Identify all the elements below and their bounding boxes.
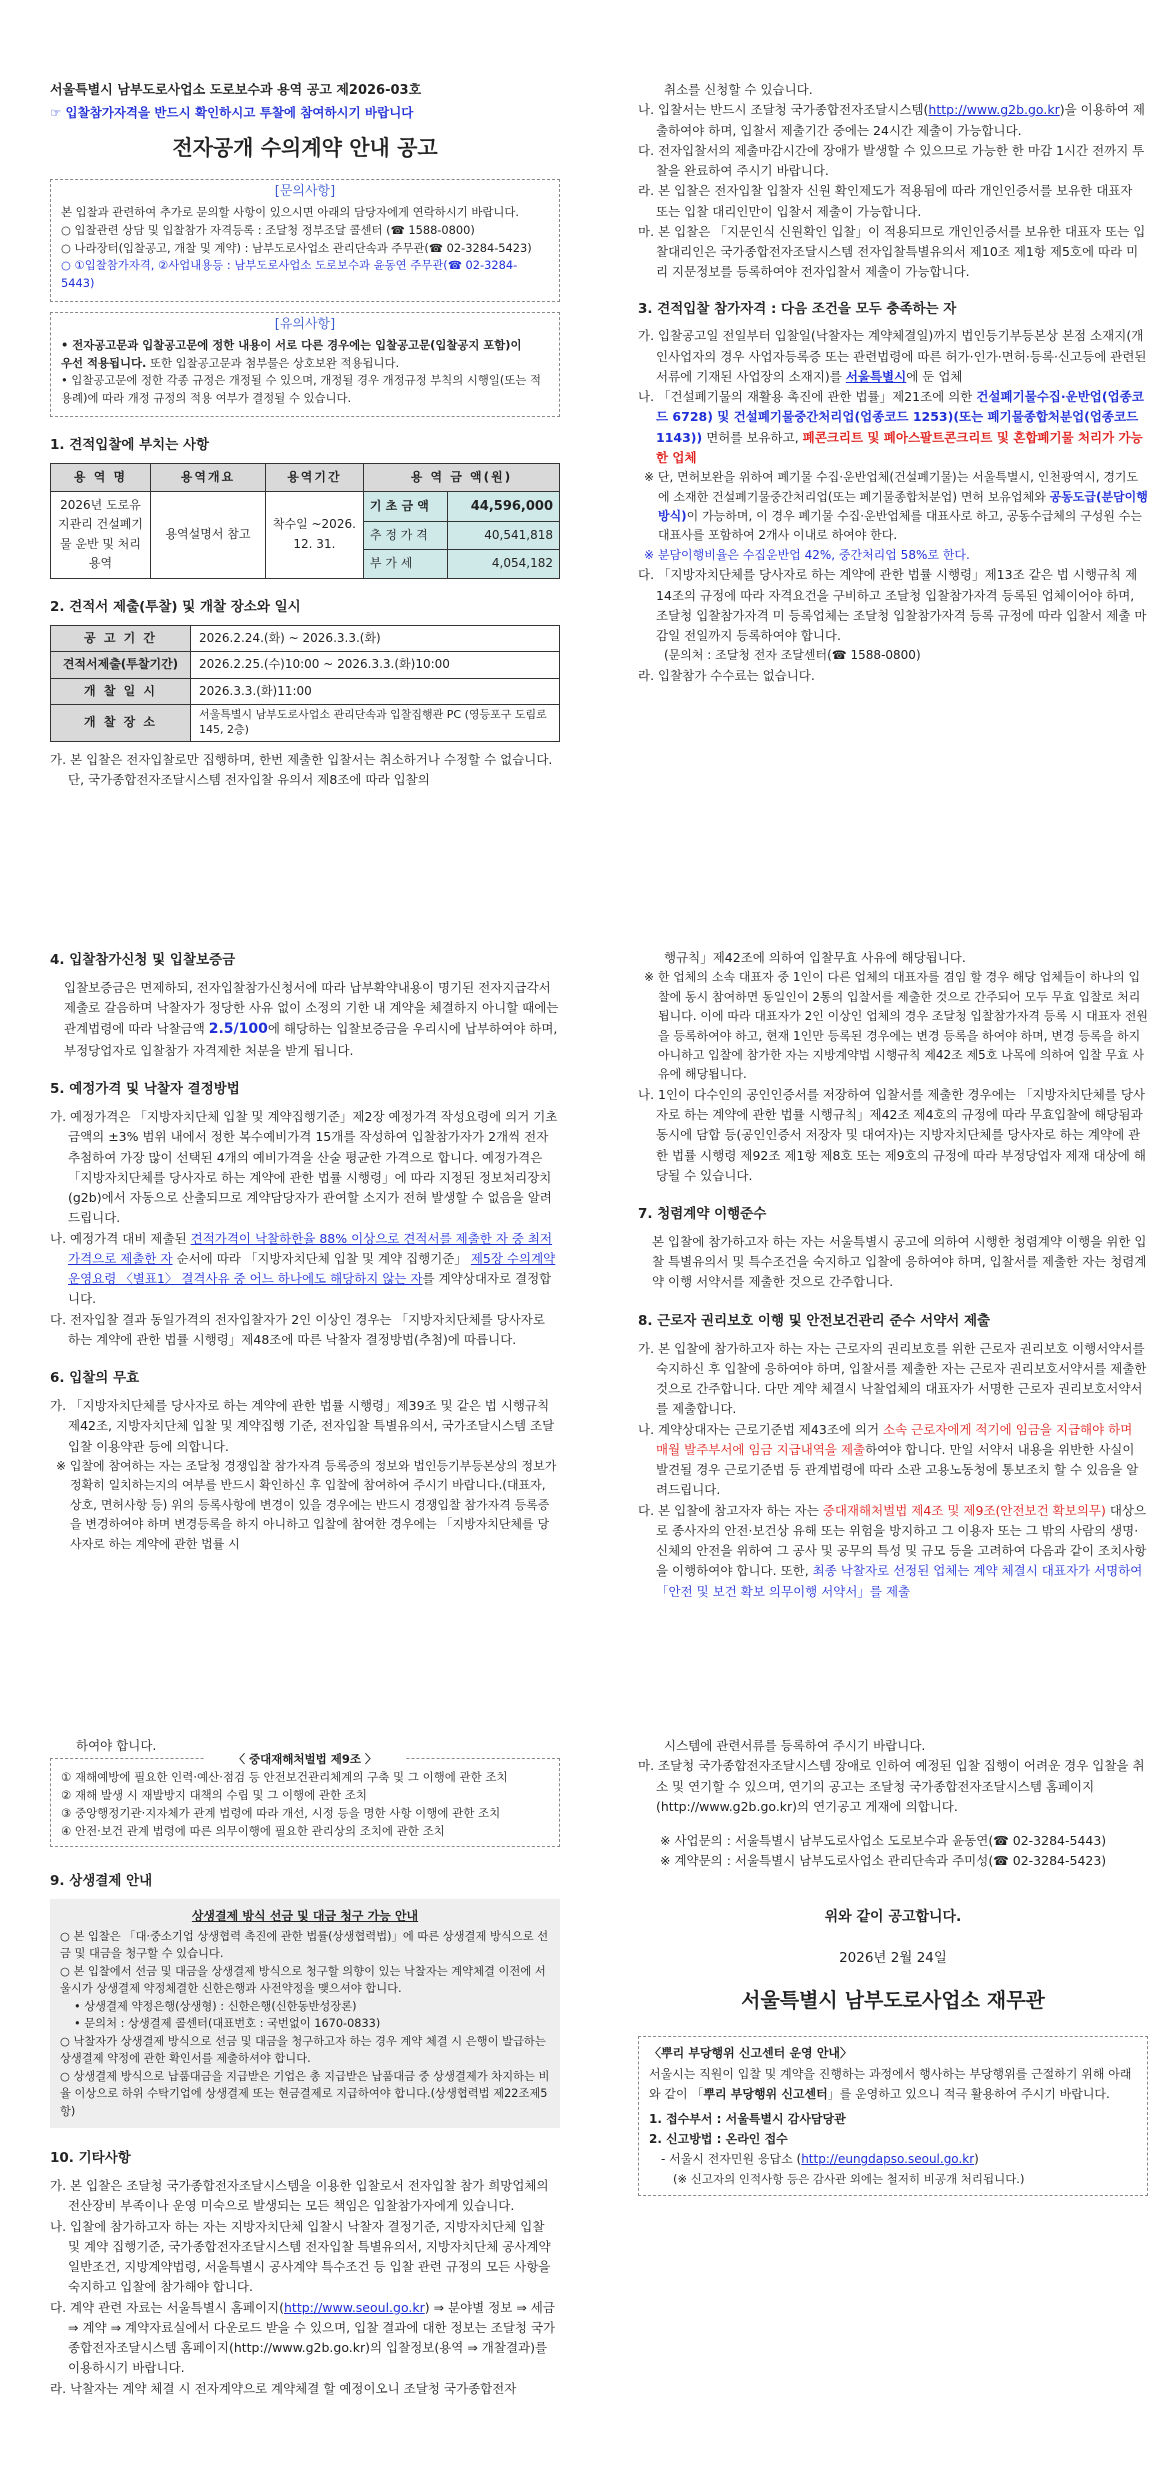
section-3-title: 3. 견적입찰 참가자격 : 다음 조건을 모두 충족하는 자 bbox=[638, 300, 957, 317]
law-item: ④ 안전·보건 관계 법령에 따른 의무이행에 필요한 관리상의 조치에 관한 조치 bbox=[61, 1823, 445, 1838]
g2b-link[interactable]: http://www.g2b.go.kr bbox=[928, 102, 1060, 118]
amount-label: 부 가 세 bbox=[363, 550, 447, 578]
paragraph: 마. 본 입찰은 「지문인식 신원확인 입찰」이 적용되므로 개인인증서를 보유한 대표자 또는 입찰대리인은 국가종합전자조달시스템 전자입찰특별유의서 제10조 제1항 제5호에 따라 미리 지문정보를 등록하여야 전자입찰서 제출이 가능합니다. bbox=[638, 223, 1146, 280]
warning-line: ☞ 입찰참가자격을 반드시 확인하시고 투찰에 참여하시기 바랍니다 bbox=[50, 105, 414, 121]
law-box bbox=[50, 1752, 560, 1847]
service-desc: 용역설명서 참고 bbox=[151, 491, 266, 578]
paragraph: 가. 「지방자치단체를 당사자로 하는 계약에 관한 법률 시행령」제39조 및 같은 법 시행규칙 제42조, 지방자치단체 입찰 및 계약집행 기준, 전자입찰 특별유의서, 국가조달시스템 조달입찰 이용약관 등에 의합니다. bbox=[50, 1398, 555, 1454]
page3-left-column bbox=[50, 1736, 560, 2399]
paragraph: 다. 전자입찰서의 제출마감시간에 장애가 발생할 수 있으므로 가능한 한 마감 1시간 전까지 투찰을 완료하여 주시기 바랍니다. bbox=[638, 142, 1145, 178]
service-name: 2026년 도로유지관리 건설폐기물 운반 및 처리용역 bbox=[51, 491, 151, 578]
paragraph: 다. 계약 관련 자료는 서울특별시 홈페이지(http://www.seoul.go.kr) ⇒ 분야별 정보 ⇒ 세금 ⇒ 계약 ⇒ 계약자료실에서 다운로드 받을 수 있으며, 입찰 결과에 대한 정보는 조달청 국가종합전자조달시스템 홈페이지(http://www.g2b.go.kr)의 입찰정보(용역 ⇒ 개찰결과)를 이용하시기 바랍니다. bbox=[50, 2299, 556, 2376]
paragraph: 나. 1인이 다수인의 공인인증서를 저장하여 입찰서를 제출한 경우에는 「지방자치단체를 당사자로 하는 계약에 관한 법률 시행규칙」제42조 제4호의 규정에 따라 무효입찰에 해당됨과 동시에 담합 등(공인인증서 저장자 및 대여자)는 지방자치단체를 당사자로 하는 계약에 관한 법률 시행령 제92조 제1항 제8호 또는 제9호의 규정에 따라 부정당업자 제재 대상에 해당될 수 있습니다. bbox=[638, 1086, 1146, 1183]
law-item: ① 재해예방에 필요한 인력·예산·점검 등 안전보건관리체계의 구축 및 그 이행에 관한 조치 bbox=[61, 1770, 508, 1785]
inquiry-line: ○ ①입찰참가자격, ②사업내용등 : 남부도로사업소 도로보수과 윤동연 주무관(☎ 02-3284-5443) bbox=[61, 258, 518, 291]
section-10-title: 10. 기타사항 bbox=[50, 2150, 131, 2167]
law-item: ② 재해 발생 시 재발방지 대책의 수립 및 그 이행에 관한 조치 bbox=[61, 1787, 368, 1802]
section-8-title: 8. 근로자 권리보호 이행 및 안전보건관리 준수 서약서 제출 bbox=[638, 1312, 991, 1329]
complaint-item: 2. 신고방법 : 온라인 접수 bbox=[649, 2131, 788, 2146]
eungdapso-link[interactable]: http://eungdapso.seoul.go.kr bbox=[801, 2152, 975, 2167]
section-9-title: 9. 상생결제 안내 bbox=[50, 1873, 153, 1890]
page1-right-column bbox=[638, 80, 1148, 686]
paragraph: 가. 예정가격은 「지방자치단체 입찰 및 계약집행기준」제2장 예정가격 작성요령에 의거 기초금액의 ±3% 범위 내에서 정한 복수예비가격 15개를 작성하여 입찰참가자가 2개씩 전자 추첨하여 가장 많이 선택된 4개의 예비가격을 산술 평균한 가격으로 합니다. 예정가격은 「지방자치단체를 당사자로 하는 계약에 관한 법률 시행령」에 따라 지정된 정보처리장치(g2b)에서 자동으로 산출되므로 계약담당자가 관여할 소지가 전혀 발생할 수 없음을 알려드립니다. bbox=[50, 1109, 558, 1226]
paragraph: 가. 본 입찰은 조달청 국가종합전자조달시스템을 이용한 입찰로서 전자입찰 참가 희망업체의 전산장비 부족이나 운영 미숙으로 발생되는 모든 책임은 입찰참가자에게 있습니다. bbox=[50, 2178, 549, 2214]
payment-item: ○ 본 입찰은 「대·중소기업 상생협력 촉진에 관한 법률(상생협력법)」에 따른 상생결제 방식으로 선금 및 대금을 청구할 수 있습니다. bbox=[60, 1929, 549, 1961]
service-table bbox=[50, 463, 560, 579]
inquiry-box bbox=[50, 179, 560, 302]
col-header: 용 역 금 액(원) bbox=[363, 463, 559, 491]
paragraph: 가. 본 입찰은 전자입찰로만 집행하며, 한번 제출한 입찰서는 취소하거나 수정할 수 없습니다. 단, 국가종합전자조달시스템 전자입찰 유의서 제8조에 따라 입찰의 bbox=[50, 751, 553, 787]
col-header: 용역기간 bbox=[265, 463, 363, 491]
paragraph: 가. 본 입찰에 참가하고자 하는 자는 근로자의 권리보호를 위한 근로자 권리보호 이행서약서를 숙지하신 후 입찰에 응하여야 하며, 입찰서를 제출한 자는 근로자 권리보호서약서를 제출한 것으로 간주합니다. 다만 계약 체결시 낙찰업체의 대표자가 서명한 근로자 권리보호서약서를 제출합니다. bbox=[638, 1340, 1147, 1417]
complaint-center-box bbox=[638, 2036, 1148, 2196]
schedule-value: 서울특별시 남부도로사업소 관리단속과 입찰집행관 PC (영등포구 도림로 145, 2층) bbox=[191, 705, 560, 742]
signer: 서울특별시 남부도로사업소 재무관 bbox=[741, 1988, 1045, 2013]
col-header: 용역개요 bbox=[151, 463, 266, 491]
page-1 bbox=[0, 0, 1168, 826]
caution-text: 우선 적용됩니다. bbox=[61, 355, 147, 370]
payment-subitem: • 문의처 : 상생결제 콜센터(대표번호 : 국번없이 1670-0833) bbox=[74, 2017, 381, 2031]
schedule-table bbox=[50, 625, 560, 742]
schedule-key: 공 고 기 간 bbox=[51, 625, 191, 651]
paragraph: 시스템에 관련서류를 등록하여 주시기 바랍니다. bbox=[664, 1738, 926, 1753]
amount-label: 기 초 금 액 bbox=[363, 491, 447, 521]
payment-box bbox=[50, 1899, 560, 2128]
section-5-title: 5. 예정가격 및 낙찰자 결정방법 bbox=[50, 1081, 240, 1098]
schedule-key: 개 찰 일 시 bbox=[51, 678, 191, 704]
paragraph: 다. 본 입찰에 참고자자 하는 자는 중대재해처벌법 제4조 및 제9조(안전보건 확보의무) 대상으로 종사자의 안전·보건상 유해 또는 위험을 방지하고 그 이용자 또는 그 밖의 사람의 생명·신체의 안전을 위하여 그 공사 및 공무의 특성 및 규모 등을 고려하여 다음과 같이 조치사항을 이행하여야 합니다. 또한, 최종 낙찰자로 선정된 업체는 계약 체결시 대표자가 서명하여 「안전 및 보건 확보 의무이행 서약서」를 제출 bbox=[638, 1502, 1147, 1599]
section-4-title: 4. 입찰참가신청 및 입찰보증금 bbox=[50, 952, 236, 968]
schedule-key: 개 찰 장 소 bbox=[51, 705, 191, 742]
paragraph: 행규칙」제42조에 의하여 입찰무효 사유에 해당됩니다. bbox=[664, 950, 966, 965]
paragraph: 나. 계약상대자는 근로기준법 제43조에 의거 소속 근로자에게 적기에 임금을 지급해야 하며 매월 발주부서에 임금 지급내역을 제출하여야 합니다. 만일 서약서 내용을 위반한 사실이 발견될 경우 근로기준법 등 관계법령에 따라 소관 고용노동청에 통보조치 할 수 있음을 알려드립니다. bbox=[638, 1421, 1139, 1498]
paragraph: 마. 조달청 국가종합전자조달시스템 장애로 인하여 예정된 입찰 집행이 어려운 경우 입찰을 취소 및 연기할 수 있으며, 연기의 공고는 조달청 국가종합전자조달시스템 홈페이지(http://www.g2b.go.kr)의 연기공고 게재에 의합니다. bbox=[638, 1758, 1145, 1814]
contact-line: ※ 사업문의 : 서울특별시 남부도로사업소 도로보수과 윤동연(☎ 02-3284-5443) bbox=[660, 1833, 1107, 1848]
inquiry-note: (문의처 : 조달청 전자 조달센터(☎ 1588-0800) bbox=[664, 648, 921, 663]
paragraph: 입찰보증금은 면제하되, 전자입찰참가신청서에 따라 납부확약내용이 명기된 전자지급각서 제출로 갈음하며 낙찰자가 정당한 사유 없이 소정의 기한 내 계약을 체결하지 아니할 때에는 관계법령에 따라 낙찰금액 2.5/100에 해당하는 입찰보증금을 우리시에 납부하여야 하며, 부정당업자로 입찰참가 자격제한 처분을 받게 됩니다. bbox=[64, 979, 559, 1059]
paragraph: 나. 입찰에 참가하고자 하는 자는 지방자치단체 입찰시 낙찰자 결정기준, 지방자치단체 입찰 및 계약 집행기준, 국가종합전자조달시스템 전자입찰 특별유의서, 지방자치단체 공사계약 일반조건, 지방계약법령, 서울특별시 공사계약 특수조건 등 입찰 관련 규정의 모든 사항을 숙지하고 입찰에 참가해야 합니다. bbox=[50, 2218, 551, 2295]
paragraph: 다. 전자입찰 결과 동일가격의 전자입찰자가 2인 이상인 경우는 「지방자치단체를 당사자로 하는 계약에 관한 법률 시행령」제48조에 따른 낙찰자 결정방법(추첨)에 따릅니다. bbox=[50, 1311, 545, 1347]
payment-subitem: • 상생결제 약정은행(상생형) : 신한은행(신한동반성장론) bbox=[74, 1999, 357, 2013]
closing-text: 위와 같이 공고합니다. bbox=[824, 1908, 962, 1925]
section-2-title: 2. 견적서 제출(투찰) 및 개찰 장소와 일시 bbox=[50, 598, 301, 615]
complaint-subitem: (※ 신고자의 인적사항 등은 감사관 외에는 철저히 비공개 처리됩니다.) bbox=[673, 2171, 1025, 2186]
schedule-value: 2026.2.25.(수)10:00 ~ 2026.3.3.(화)10:00 bbox=[191, 652, 560, 678]
amount-value: 4,054,182 bbox=[448, 550, 560, 578]
page-title: 전자공개 수의계약 안내 공고 bbox=[172, 136, 438, 161]
inquiry-line: ○ 나라장터(입찰공고, 개찰 및 계약) : 남부도로사업소 관리단속과 주무관(☎ 02-3284-5423) bbox=[61, 240, 532, 255]
paragraph: 나. 입찰서는 반드시 조달청 국가종합전자조달시스템(http://www.g2b.go.kr)을 이용하여 제출하여야 하며, 입찰서 제출기간 중에는 24시간 제출이 가능합니다. bbox=[638, 102, 1145, 138]
note: ※ 단, 면허보완을 위하여 폐기물 수집·운반업체(건설폐기물)는 서울특별시, 인천광역시, 경기도에 소재한 건설폐기물중간처리업(또는 폐기물종합처분업) 면허 보유업체와 공동도급(분담이행방식)이 가능하며, 이 경우 폐기물 수집·운반업체를 대표사로 하고, 공동수급체의 구성원 수는 대표사를 포함하여 2개사 이내로 하여야 한다. bbox=[644, 470, 1148, 543]
complaint-item: 1. 접수부서 : 서울특별시 감사담당관 bbox=[649, 2111, 846, 2126]
seoul-link[interactable]: http://www.seoul.go.kr bbox=[284, 2299, 425, 2315]
caution-text: • 입찰공고문에 정한 각종 규정은 개정될 수 있으며, 개정될 경우 개정규정 부칙의 시행일(또는 적용례)에 따라 개정 규정의 적용 여부가 결정될 수 있습니다. bbox=[61, 373, 541, 405]
inquiry-caption: [문의사항] bbox=[274, 184, 336, 200]
amount-value: 44,596,000 bbox=[448, 491, 560, 521]
service-period: 착수일 ~2026. 12. 31. bbox=[265, 491, 363, 578]
page1-left-column bbox=[50, 80, 560, 790]
amount-value: 40,541,818 bbox=[448, 521, 560, 549]
inquiry-intro: 본 입찰과 관련하여 추가로 문의할 사항이 있으시면 아래의 담당자에게 연락하시기 바랍니다. bbox=[61, 205, 519, 220]
paragraph: 본 입찰에 참가하고자 하는 자는 서울특별시 공고에 의하여 시행한 청렴계약 이행을 위한 입찰 특별유의서 및 특수조건을 숙지하고 입찰에 응하여야 하며, 입찰서를 제출한 자는 청렴계약 이행 서약서를 제출한 것으로 간주합니다. bbox=[652, 1233, 1147, 1290]
paragraph: 나. 예정가격 대비 제출된 견적가격이 낙찰하한율 88% 이상으로 견적서를 제출한 자 중 최저가격으로 제출한 자 순서에 따라 「지방자치단체 입찰 및 계약 집행기준」 제5장 수의계약 운영요령 〈별표1〉 결격사유 중 어느 하나에도 해당하지 않는 자를 계약상대자로 결정합니다. bbox=[50, 1230, 556, 1307]
paragraph: 라. 입찰참가 수수료는 없습니다. bbox=[638, 667, 815, 683]
section-1-title: 1. 견적입찰에 부치는 사항 bbox=[50, 436, 210, 453]
paragraph: 다. 「지방자치단체를 당사자로 하는 계약에 관한 법률 시행령」제13조 같은 법 시행규칙 제14조의 규정에 따라 자격요건을 구비하고 조달청 입찰참가자격 등록된 업체이어야 하며, 조달청 입찰참가자격 미 등록업체는 조달청 입찰참가자격 등록 규정에 따라 입찰서 제출 마감일 전일까지 등록하여야 합니다. bbox=[638, 567, 1147, 644]
schedule-value: 2026.2.24.(화) ~ 2026.3.3.(화) bbox=[191, 625, 560, 651]
law-caption: 〈 중대재해처벌법 제9조 〉 bbox=[205, 1751, 405, 1769]
schedule-value: 2026.3.3.(화)11:00 bbox=[191, 678, 560, 704]
inquiry-line: ○ 입찰관련 상담 및 입찰참가 자격등록 : 조달청 정부조달 콜센터 (☎ 1588-0800) bbox=[61, 223, 475, 238]
caution-text: 또한 입찰공고문과 첨부물은 상호보완 적용됩니다. bbox=[146, 355, 400, 370]
complaint-center-title: 〈뿌리 부당행위 신고센터 운영 안내〉 bbox=[649, 2046, 853, 2061]
page3-right-column bbox=[638, 1736, 1148, 2196]
paragraph: 가. 입찰공고일 전일부터 입찰일(낙찰자는 계약체결일)까지 법인등기부등본상 본점 소재지(개인사업자의 경우 사업자등록증 또는 관련법령에 따른 허가·인가·면허·등록·신고등에 관련된 서류에 기재된 사업장의 소재지)를 서울특별시에 둔 업체 bbox=[638, 328, 1147, 384]
paragraph: 하여야 합니다. bbox=[76, 1738, 157, 1753]
paragraph: 취소를 신청할 수 있습니다. bbox=[664, 82, 813, 97]
complaint-subitem: - 서울시 전자민원 응답소 (http://eungdapso.seoul.go.kr) bbox=[661, 2152, 979, 2167]
payment-item: ○ 상생결제 방식으로 납품대금을 지급받은 기업은 총 지급받은 납품대금 중 상생결제가 차지하는 비율 이상으로 하위 수탁기업에 상생결제 또는 현금결제로 지급하여야 합니다.(상생협력법 제22조제5항) bbox=[60, 2069, 550, 2118]
notice-date: 2026년 2월 24일 bbox=[839, 1950, 947, 1967]
page-3 bbox=[0, 1652, 1168, 2478]
page2-left-column bbox=[50, 950, 560, 1554]
paragraph: 라. 본 입찰은 전자입찰 입찰자 신원 확인제도가 적용됨에 따라 개인인증서를 보유한 대표자 또는 입찰 대리인만이 입찰서 제출이 가능합니다. bbox=[638, 183, 1133, 219]
caution-caption: [유의사항] bbox=[274, 316, 336, 332]
schedule-key: 견적서제출(투찰기간) bbox=[51, 652, 191, 678]
caution-box bbox=[50, 312, 560, 417]
col-header: 용 역 명 bbox=[51, 463, 151, 491]
contact-line: ※ 계약문의 : 서울특별시 남부도로사업소 관리단속과 주미성(☎ 02-3284-5423) bbox=[660, 1853, 1107, 1869]
payment-item: ○ 본 입찰에서 선금 및 대금을 상생결제 방식으로 청구할 의향이 있는 낙찰자는 계약체결 이전에 서울시가 상생결제 약정체결한 신한은행과 사전약정을 맺으셔야 합니다. bbox=[60, 1964, 546, 1996]
payment-item: ○ 낙찰자가 상생결제 방식으로 선금 및 대금을 청구하고자 하는 경우 계약 체결 시 은행이 발급하는 상생결제 약정에 관한 확인서를 제출하셔야 합니다. bbox=[60, 2034, 546, 2066]
notice-number: 서울특별시 남부도로사업소 도로보수과 용역 공고 제2026-03호 bbox=[50, 83, 422, 98]
note: ※ 입찰에 참여하는 자는 조달청 경쟁입찰 참가자격 등록증의 정보와 법인등기부등본상의 정보가 정확히 일치하는지의 여부를 반드시 확인하신 후 입찰에 참여하여 주시기 바랍니다.(대표자, 상호, 면허사항 등) 위의 등록사항에 변경이 있을 경우에는 반드시 경쟁입찰 참가자격 등록증을 변경하여야 하며 변경등록을 하지 아니하고 입찰에 참여한 경우에는 「지방자치단체를 당사자로 하는 계약에 관한 법률 시 bbox=[56, 1458, 557, 1551]
payment-box-title: 상생결제 방식 선금 및 대금 청구 가능 안내 bbox=[191, 1909, 419, 1924]
note: ※ 한 업체의 소속 대표자 중 1인이 다른 업체의 대표자를 겸임 할 경우 해당 업체들이 하나의 입찰에 동시 참여하면 동일인이 2통의 입찰서를 제출한 것으로 간주되어 모두 무효 입찰로 처리됩니다. 이에 따라 대표자가 2인 이상인 업체의 경우 조달청 입찰참가자격 등록 시 대표자 전원을 등록하여야 하고, 현재 1인만 등록된 경우에는 변경 등록을 하여야 하며, 변경 등록을 하지 아니하고 입찰에 참가한 자는 지방계약법 시행규칙 제42조 제5호 나목에 의하여 입찰 무효 사유에 해당됩니다. bbox=[644, 970, 1148, 1082]
complaint-center-text: 서울시는 직원이 입찰 및 계약을 진행하는 과정에서 행사하는 부당행위를 근절하기 위해 아래와 같이 「뿌리 부당행위 신고센터」를 운영하고 있으니 적극 활용하여 주시기 바랍니다. bbox=[649, 2066, 1132, 2102]
section-6-title: 6. 입찰의 무효 bbox=[50, 1370, 140, 1387]
caution-text: • 전자공고문과 입찰공고문에 정한 내용이 서로 다른 경우에는 입찰공고문(입찰공지 포함)이 bbox=[61, 337, 522, 352]
law-item: ③ 중앙행정기관·지자체가 관계 법령에 따라 개선, 시정 등을 명한 사항 이행에 관한 조치 bbox=[61, 1805, 501, 1820]
section-7-title: 7. 청렴계약 이행준수 bbox=[638, 1206, 767, 1223]
paragraph: 라. 낙찰자는 계약 체결 시 전자계약으로 계약체결 할 예정이오니 조달청 국가종합전자 bbox=[50, 2380, 517, 2396]
note: ※ 분담이행비율은 수집운반업 42%, 중간처리업 58%로 한다. bbox=[644, 547, 970, 562]
paragraph: 나. 「건설폐기물의 재활용 촉진에 관한 법률」제21조에 의한 건설폐기물수집·운반업(업종코드 6728) 및 건설폐기물중간처리업(업종코드 1253)(또는 폐기물종합처분업(업종코드 1143)) 면허를 보유하고, 폐콘크리트 및 폐아스팔트콘크리트 및 혼합폐기물 처리가 가능한 업체 bbox=[638, 389, 1144, 465]
amount-label: 추 정 가 격 bbox=[363, 521, 447, 549]
page-2 bbox=[0, 826, 1168, 1652]
page2-right-column bbox=[638, 948, 1148, 1602]
